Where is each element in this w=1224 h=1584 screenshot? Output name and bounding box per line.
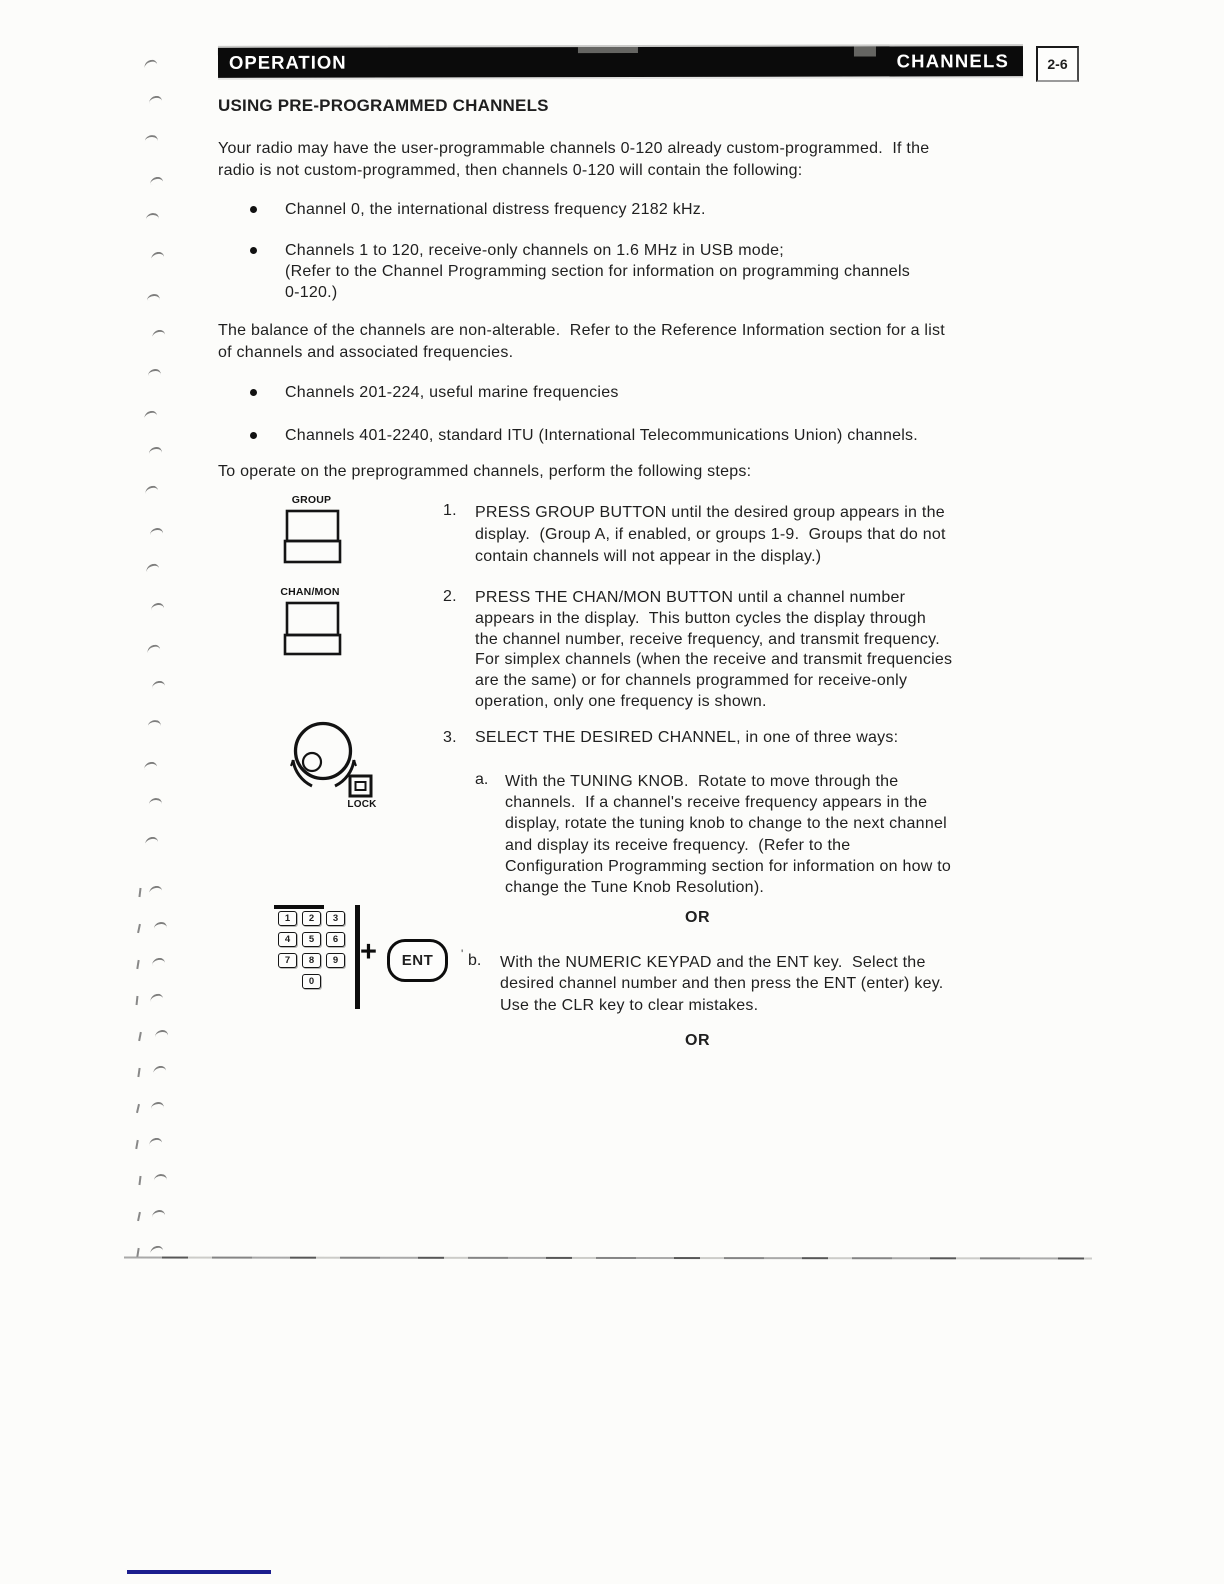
text-line: Use the CLR key to clear mistakes. xyxy=(500,996,759,1014)
ent-key-icon: ENT xyxy=(387,939,448,982)
bullet-item xyxy=(250,240,910,303)
scan-artifact xyxy=(149,447,162,454)
scan-artifact xyxy=(146,644,160,653)
text-line: operation, only one frequency is shown. xyxy=(475,692,767,710)
text-line: Configuration Programming section for information on how to xyxy=(505,857,952,875)
text-line: are the same) or for channels programmed for receive-only xyxy=(475,672,908,690)
scan-artifact xyxy=(138,1032,142,1041)
scan-artifact xyxy=(146,563,160,572)
scan-artifact xyxy=(147,294,160,301)
lock-button-label: LOCK xyxy=(347,799,377,810)
tuning-knob-icon xyxy=(286,710,386,802)
group-button-label: GROUP xyxy=(291,494,332,506)
page-number-box xyxy=(1036,46,1079,82)
scan-artifact xyxy=(154,1174,167,1182)
chanmon-button-icon xyxy=(282,600,344,658)
scan-artifact xyxy=(150,177,163,185)
scan-artifact xyxy=(145,485,159,494)
scan-artifact xyxy=(152,958,165,966)
text-line: PRESS GROUP BUTTON until the desired group appears in the xyxy=(475,504,945,521)
bullet-icon xyxy=(250,389,257,396)
text-line: With the TUNING KNOB. Rotate to move through the xyxy=(505,773,899,790)
scan-artifact xyxy=(136,960,139,969)
scan-artifact xyxy=(151,1102,164,1109)
keypad-key-5: 5 xyxy=(302,932,321,947)
text-line: Channel 0, the international distress frequency 2182 kHz. xyxy=(285,201,706,218)
keypad-key-7: 7 xyxy=(278,953,297,968)
scan-artifact xyxy=(145,135,158,143)
scan-artifact xyxy=(150,528,163,535)
steps-lead-in: To operate on the preprogrammed channels, perform the following steps: xyxy=(218,463,752,480)
scan-artifact xyxy=(149,1138,162,1146)
text-line: With the NUMERIC KEYPAD and the ENT key. Select the xyxy=(500,954,926,971)
scan-smudge xyxy=(854,46,876,56)
text-line: Channels 201-224, useful marine frequencies xyxy=(285,384,619,401)
keypad-key-6: 6 xyxy=(326,932,345,947)
keypad-key-0: 0 xyxy=(302,974,321,989)
scan-smudge xyxy=(578,47,638,53)
or-separator: OR xyxy=(685,1032,710,1049)
scan-artifact xyxy=(152,1210,165,1217)
scan-rule xyxy=(124,1256,1092,1259)
or-separator: OR xyxy=(685,909,710,926)
scan-artifact xyxy=(137,924,141,933)
header-chapter-label: CHANNELS xyxy=(896,50,1010,72)
scan-artifact xyxy=(136,1104,140,1113)
scan-artifact xyxy=(150,993,164,1002)
scan-artifact xyxy=(151,251,165,259)
chanmon-button-label: CHAN/MON xyxy=(280,586,340,598)
scan-artifact xyxy=(136,996,139,1005)
text-line: appears in the display. This button cycles the display through xyxy=(475,609,926,627)
page-number: 2-6 xyxy=(1047,56,1068,72)
bullet-item xyxy=(250,425,918,446)
text-line: PRESS THE CHAN/MON BUTTON until a channel number xyxy=(475,589,906,606)
bullet-icon xyxy=(250,432,257,439)
bullet-text xyxy=(285,425,918,446)
text-line: contain channels will not appear in the display.) xyxy=(475,548,822,565)
scan-artifact xyxy=(137,1068,140,1077)
scan-artifact xyxy=(144,410,158,419)
keypad-key-1: 1 xyxy=(278,911,297,926)
body-paragraph xyxy=(218,320,945,363)
substep-text xyxy=(500,952,943,1016)
step-text xyxy=(475,502,946,568)
scan-artifact xyxy=(153,1065,167,1073)
text-line: SELECT THE DESIRED CHANNEL, in one of three ways: xyxy=(475,729,899,746)
scan-artifact xyxy=(137,1212,141,1221)
text-line: of channels and associated frequencies. xyxy=(218,343,514,361)
scan-artifact xyxy=(149,96,162,104)
keypad-key-8: 8 xyxy=(302,953,321,968)
keypad-key-3: 3 xyxy=(326,911,345,926)
header-section-label: OPERATION xyxy=(228,51,347,73)
text-line: For simplex channels (when the receive and transmit frequencies xyxy=(475,651,953,669)
scan-artifact xyxy=(152,681,165,689)
header-bar xyxy=(218,46,1023,78)
scan-artifact xyxy=(145,836,159,844)
text-line: radio is not custom-programmed, then channels 0-120 will contain the following: xyxy=(218,161,803,179)
scan-artifact xyxy=(152,329,166,337)
text-line: display, rotate the tuning knob to change to the next channel xyxy=(505,815,947,833)
text-line: 0-120.) xyxy=(285,284,338,301)
keypad-key-4: 4 xyxy=(278,932,297,947)
bullet-item xyxy=(250,199,706,220)
text-line: desired channel number and then press the ENT (enter) key. xyxy=(500,975,944,993)
step-text xyxy=(475,729,898,747)
text-line: (Refer to the Channel Programming section for information on programming channels xyxy=(285,263,910,280)
text-line: change the Tune Knob Resolution). xyxy=(505,879,765,897)
text-line: Your radio may have the user-programmable channels 0-120 already custom-programmed. If the xyxy=(218,140,930,157)
text-line: channels. If a channel's receive frequency appears in the xyxy=(505,794,928,812)
bullet-text xyxy=(285,240,910,303)
step-number: 1. xyxy=(443,502,457,519)
scan-artifact xyxy=(146,213,159,221)
scan-artifact xyxy=(149,885,163,893)
scan-artifact xyxy=(151,603,164,610)
group-button-icon xyxy=(282,508,344,568)
scan-artifact xyxy=(138,1176,141,1185)
intro-paragraph xyxy=(218,138,929,181)
bullet-icon xyxy=(250,206,257,213)
bullet-text xyxy=(285,382,619,403)
blue-underline xyxy=(127,1570,271,1574)
scan-artifact: ' xyxy=(461,947,464,961)
scan-artifact xyxy=(155,1030,168,1037)
scan-artifact xyxy=(144,762,157,770)
text-line: display. (Group A, if enabled, or groups 1-9. Groups that do not xyxy=(475,526,946,543)
keypad-key-9: 9 xyxy=(326,953,345,968)
section-title: USING PRE-PROGRAMMED CHANNELS xyxy=(218,96,549,115)
text-line: Channels 401-2240, standard ITU (International Telecommunications Union) channels. xyxy=(285,427,918,444)
scan-artifact xyxy=(150,1245,164,1254)
keypad-key-2: 2 xyxy=(302,911,321,926)
scan-artifact xyxy=(154,922,167,929)
step-text xyxy=(475,588,952,713)
scan-artifact xyxy=(148,369,161,376)
text-line: and display its receive frequency. (Refer to the xyxy=(505,836,851,854)
numeric-keypad-icon xyxy=(266,898,446,1014)
scan-artifact xyxy=(149,798,162,806)
scan-artifact xyxy=(148,720,161,728)
bullet-icon xyxy=(250,247,257,254)
text-line: the channel number, receive frequency, and transmit frequency. xyxy=(475,630,940,648)
plus-sign: + xyxy=(360,936,377,968)
step-number: 2. xyxy=(443,588,457,605)
substep-letter: b. xyxy=(468,952,482,969)
scan-artifact xyxy=(135,1140,139,1149)
panel-edge xyxy=(274,905,324,909)
scan-artifact xyxy=(143,59,157,68)
text-line: Channels 1 to 120, receive-only channels on 1.6 MHz in USB mode; xyxy=(285,242,784,259)
bullet-text xyxy=(285,199,706,220)
substep-text xyxy=(505,771,951,898)
substep-letter: a. xyxy=(475,771,489,788)
text-line: The balance of the channels are non-alterable. Refer to the Reference Information section for a list xyxy=(218,322,945,339)
step-number: 3. xyxy=(443,729,457,746)
bullet-item xyxy=(250,382,619,403)
scan-artifact xyxy=(138,888,141,897)
